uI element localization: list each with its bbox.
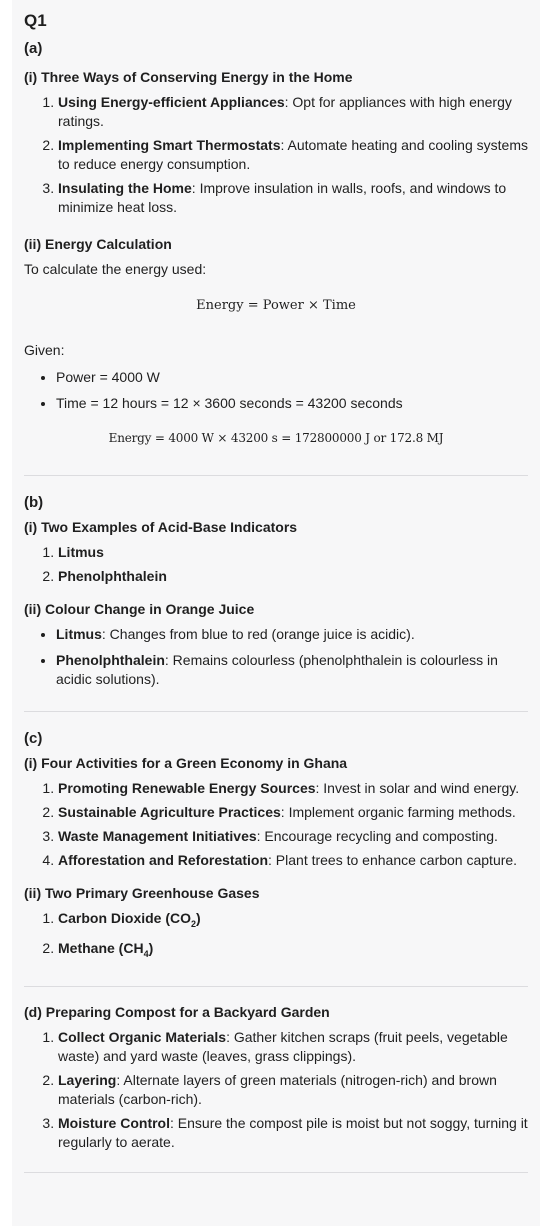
given-list — [24, 368, 528, 413]
list-item — [58, 1114, 528, 1152]
list-item-term: Phenolphthalein — [58, 568, 167, 584]
indicator-list — [24, 543, 528, 586]
part-d-heading: (d) Preparing Compost for a Backyard Garden — [24, 1003, 330, 1020]
list-item-term: Litmus — [58, 544, 104, 560]
list-item — [56, 625, 528, 644]
list-item-term — [58, 910, 201, 929]
list-item — [58, 179, 528, 217]
document-page — [12, 0, 540, 1226]
list-item-desc: : Changes from blue to red (orange juice is acidic). — [101, 626, 415, 642]
gas-name: Carbon Dioxide (CO — [58, 910, 192, 926]
list-item — [58, 827, 528, 846]
list-item — [58, 1071, 528, 1109]
list-item-desc: : Plant trees to enhance carbon capture. — [268, 852, 518, 868]
list-item — [58, 803, 528, 822]
part-c-label: (c) — [24, 730, 43, 747]
list-item-term: Afforestation and Reforestation — [58, 852, 269, 868]
list-item: • Time = 12 hours = 12 × 3600 seconds = 43200 seconds — [56, 394, 528, 413]
list-item — [56, 651, 528, 689]
list-item-desc: : Opt for appliances with high energy ratings. — [58, 94, 512, 129]
part-a-i-heading: (i) Three Ways of Conserving Energy in the Home — [24, 69, 353, 85]
list-item-desc: : Implement organic farming methods. — [280, 804, 516, 820]
gas-close: ) — [196, 910, 201, 926]
list-item-term: Moisture Control — [58, 1114, 170, 1131]
list-item-desc: : Improve insulation in walls, roofs, and windows to minimize heat loss. — [58, 180, 507, 215]
energy-conservation-list — [24, 93, 528, 217]
compost-steps-list — [24, 1028, 528, 1152]
list-item — [58, 851, 528, 870]
gas-name: Methane (CH — [58, 939, 144, 956]
part-c-i-heading: (i) Four Activities for a Green Economy in Ghana — [24, 755, 348, 771]
list-item-term: Litmus — [56, 626, 102, 642]
list-item — [58, 779, 528, 798]
list-item-desc: : Invest in solar and wind energy. — [315, 780, 520, 796]
list-item-desc: : Automate heating and cooling systems to reduce energy consumption. — [58, 137, 528, 172]
list-item — [58, 939, 528, 964]
list-item-term: Layering — [58, 1071, 117, 1088]
colour-change-list — [24, 625, 528, 689]
list-item-term: Promoting Renewable Energy Sources — [58, 780, 316, 796]
list-item — [58, 1028, 528, 1066]
section-divider — [24, 711, 528, 712]
gas-subscript: 2 — [191, 918, 197, 929]
section-divider — [24, 1172, 528, 1173]
green-economy-list — [24, 779, 528, 870]
section-divider — [24, 986, 528, 987]
part-a-ii-heading: (ii) Energy Calculation — [24, 236, 172, 252]
list-item-desc: : Gather kitchen scraps (fruit peels, vegetable waste) and yard waste (leaves, grass clippings). — [58, 1028, 508, 1064]
section-divider — [24, 475, 528, 476]
part-b-i-heading: (i) Two Examples of Acid-Base Indicators — [24, 519, 298, 535]
gas-close: ) — [148, 939, 154, 956]
calc-intro: To calculate the energy used: — [24, 261, 207, 277]
list-item-desc: : Ensure the compost pile is moist but not soggy, turning it regularly to aerate. — [58, 1114, 528, 1150]
list-item-desc: : Encourage recycling and composting. — [256, 828, 498, 844]
part-b-ii-heading: (ii) Colour Change in Orange Juice — [24, 601, 255, 617]
list-item-term: Phenolphthalein — [56, 652, 165, 668]
gas-subscript: 4 — [143, 948, 149, 959]
list-item — [58, 136, 528, 174]
question-title: Q1 — [24, 11, 47, 30]
list-item — [58, 567, 528, 586]
list-item-term — [58, 939, 154, 959]
list-item-term: Insulating the Home — [58, 180, 192, 196]
list-item — [58, 543, 528, 562]
part-a-label: (a) — [24, 40, 43, 57]
list-item-term: Waste Management Initiatives — [58, 828, 257, 844]
part-b-label: (b) — [24, 494, 44, 511]
energy-result-formula: Energy = 4000 W × 43200 s = 172800000 J or 172.8 MJ — [108, 431, 444, 445]
list-item-term: Sustainable Agriculture Practices — [58, 804, 281, 820]
list-item-desc: : Remains colourless (phenolphthalein is colourless in acidic solutions). — [56, 652, 498, 687]
answer-content — [12, 0, 540, 1173]
list-item-term: Using Energy-efficient Appliances — [58, 94, 285, 110]
list-item — [58, 909, 528, 934]
list-item-desc: : Alternate layers of green materials (nitrogen-rich) and brown materials (carbon-rich). — [58, 1071, 497, 1107]
list-item — [58, 93, 528, 131]
list-item-term: Implementing Smart Thermostats — [58, 137, 281, 153]
given-label: Given: — [24, 342, 65, 358]
part-c-ii-heading: (ii) Two Primary Greenhouse Gases — [24, 885, 260, 901]
list-item-term: Collect Organic Materials — [58, 1028, 227, 1045]
greenhouse-gas-list — [24, 909, 528, 964]
energy-formula: Energy = Power × Time — [196, 298, 356, 313]
list-item: • Power = 4000 W — [56, 368, 528, 387]
